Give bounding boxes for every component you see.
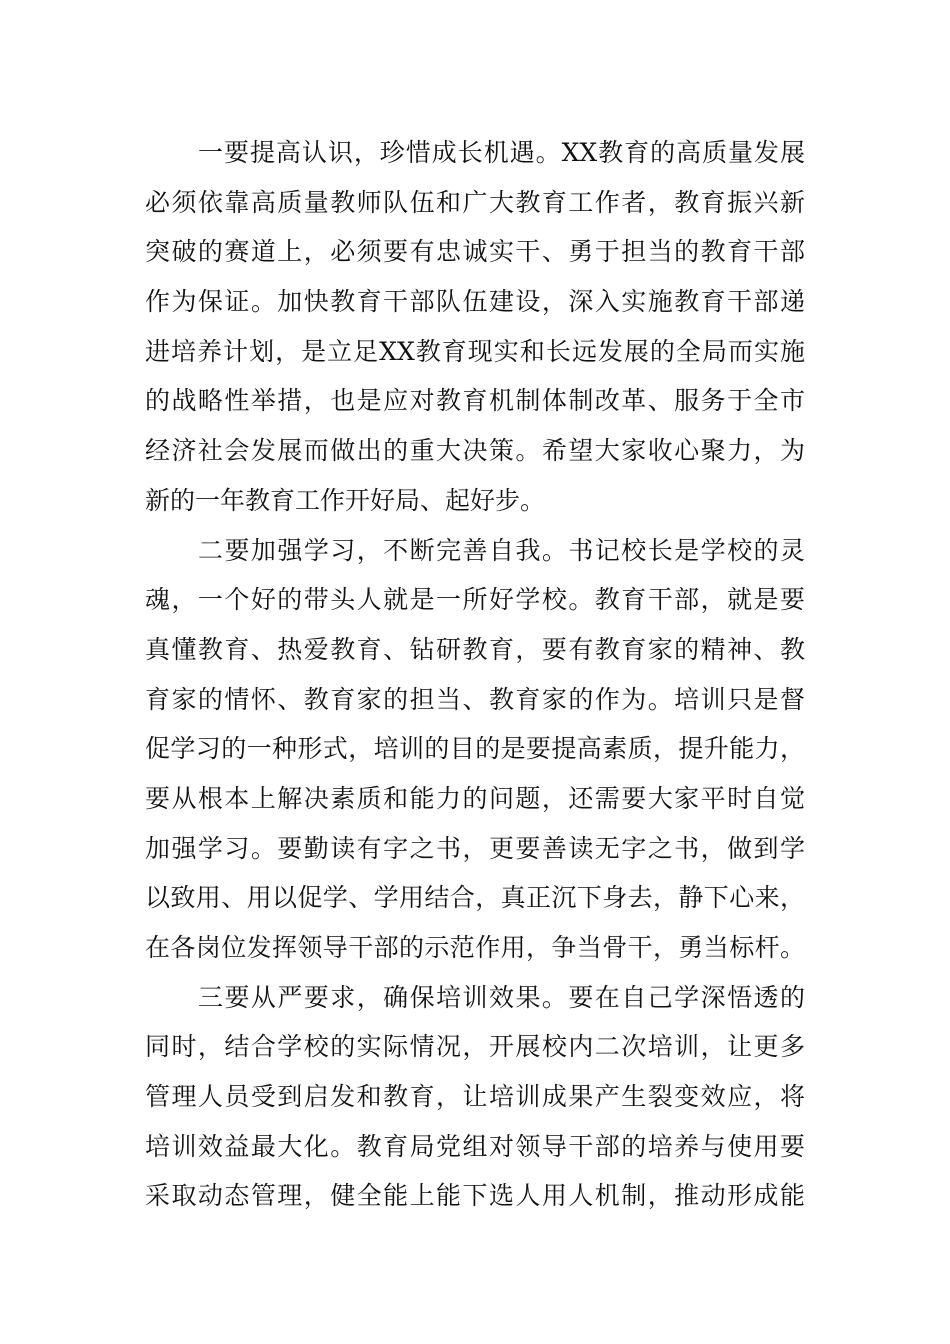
document-body bbox=[145, 128, 805, 1221]
paragraph-line: 必须依靠高质量教师队伍和广大教育工作者，教育振兴新 bbox=[145, 187, 805, 217]
paragraph-line: 要从根本上解决素质和能力的问题，还需要大家平时自觉 bbox=[145, 783, 805, 813]
paragraph-line: 魂，一个好的带头人就是一所好学校。教育干部，就是要 bbox=[145, 585, 805, 615]
paragraph-line: 同时，结合学校的实际情况，开展校内二次培训，让更多 bbox=[145, 1032, 805, 1062]
paragraph-line: 加强学习。要勤读有字之书，更要善读无字之书，做到学 bbox=[145, 833, 805, 863]
paragraph-line: 培训效益最大化。教育局党组对领导干部的培养与使用要 bbox=[145, 1131, 805, 1161]
paragraph-2 bbox=[145, 526, 805, 973]
paragraph-1 bbox=[145, 128, 805, 526]
paragraph-line: 的战略性举措，也是应对教育机制体制改革、服务于全市 bbox=[145, 386, 805, 416]
paragraph-line: 以致用、用以促学、学用结合，真正沉下身去，静下心来， bbox=[145, 883, 805, 913]
paragraph-line: 育家的情怀、教育家的担当、教育家的作为。培训只是督 bbox=[145, 684, 805, 714]
paragraph-line: 进培养计划，是立足XX教育现实和长远发展的全局而实施 bbox=[145, 336, 805, 366]
paragraph-line: 新的一年教育工作开好局、起好步。 bbox=[145, 485, 546, 515]
paragraph-line: 促学习的一种形式，培训的目的是要提高素质，提升能力， bbox=[145, 734, 805, 764]
paragraph-line: 真懂教育、热爱教育、钻研教育，要有教育家的精神、教 bbox=[145, 634, 805, 664]
paragraph-line: 突破的赛道上，必须要有忠诚实干、勇于担当的教育干部 bbox=[145, 237, 805, 267]
paragraph-line: 经济社会发展而做出的重大决策。希望大家收心聚力，为 bbox=[145, 436, 805, 466]
paragraph-line: 一要提高认识，珍惜成长机遇。XX教育的高质量发展 bbox=[198, 138, 805, 167]
paragraph-line: 在各岗位发挥领导干部的示范作用，争当骨干，勇当标杆。 bbox=[145, 933, 805, 962]
paragraph-line: 管理人员受到启发和教育，让培训成果产生裂变效应，将 bbox=[145, 1082, 805, 1112]
paragraph-line: 作为保证。加快教育干部队伍建设，深入实施教育干部递 bbox=[145, 287, 805, 317]
paragraph-line: 三要从严要求，确保培训效果。要在自己学深悟透的 bbox=[198, 982, 805, 1012]
paragraph-line: 二要加强学习，不断完善自我。书记校长是学校的灵 bbox=[198, 535, 805, 565]
paragraph-3 bbox=[145, 973, 805, 1221]
paragraph-line: 采取动态管理，健全能上能下选人用人机制，推动形成能 bbox=[145, 1181, 805, 1211]
